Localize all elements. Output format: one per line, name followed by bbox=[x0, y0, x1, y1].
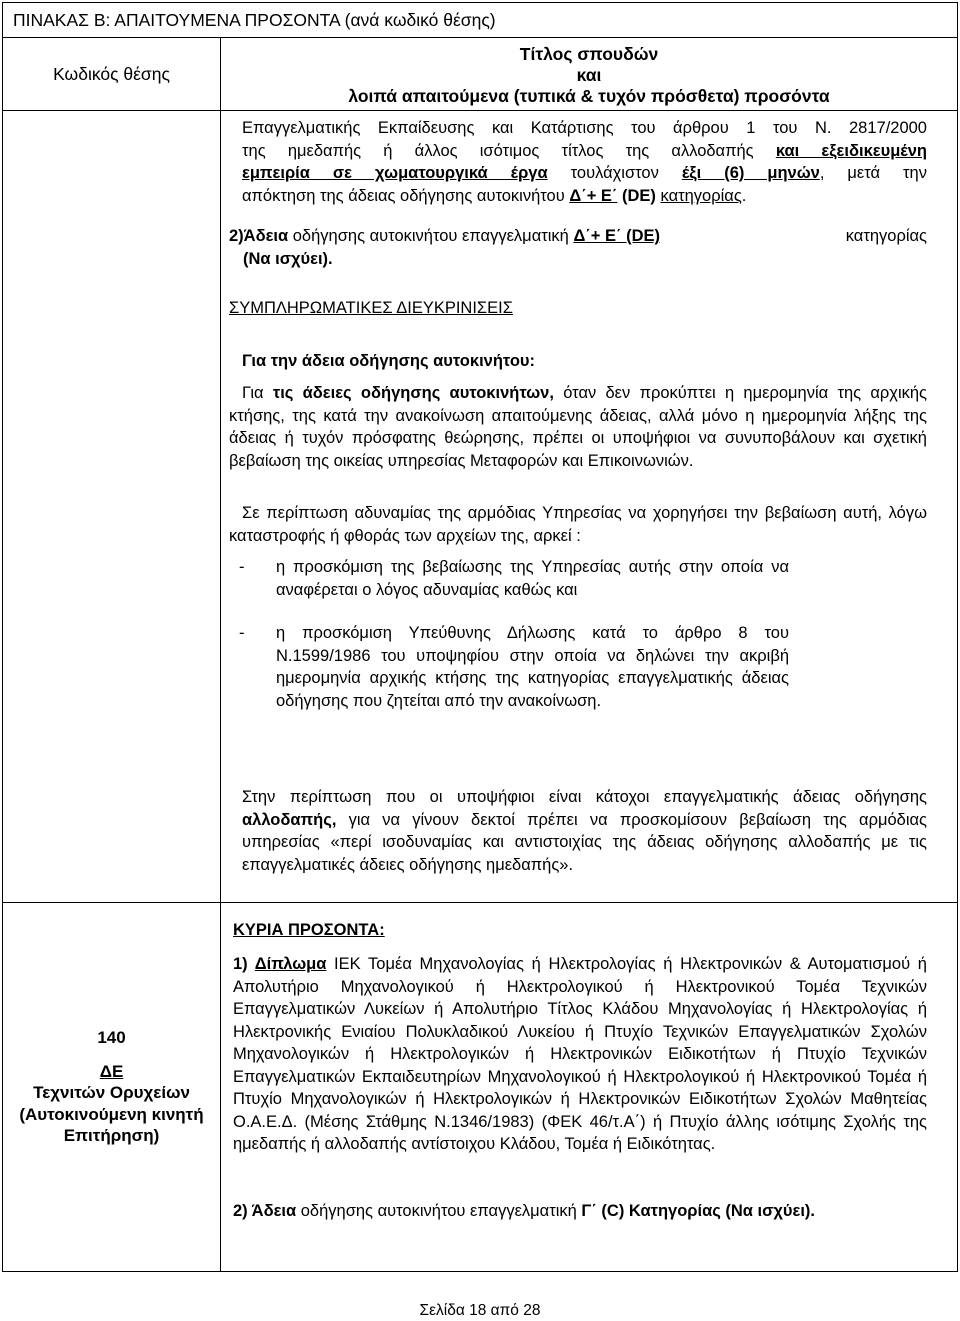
p1-l2b: και εξειδικευμένη bbox=[775, 141, 927, 160]
qualification-item-2 bbox=[233, 1200, 953, 1223]
main-qualifications-heading bbox=[233, 919, 385, 942]
license-heading: Για την άδεια οδήγησης αυτοκινήτου: bbox=[242, 352, 535, 370]
qualification-item-1 bbox=[233, 953, 927, 1156]
position-title: Τεχνιτών Ορυχείων (Αυτοκινούμενη κινητή Επιτήρηση) bbox=[19, 1083, 204, 1146]
item2-text: οδήγησης αυτοκινήτου επαγγελματική bbox=[296, 1202, 582, 1220]
p2-line1 bbox=[229, 225, 927, 248]
header-title-line1: Τίτλος σπουδών bbox=[519, 44, 659, 64]
position-abbr: ΔΕ bbox=[99, 1061, 124, 1081]
foreign-license-paragraph bbox=[242, 786, 927, 876]
continued-paragraph-2 bbox=[229, 225, 927, 270]
license-paragraph-1 bbox=[229, 382, 927, 472]
item1-text: ΙΕΚ Τομέα Μηχανολογίας ή Ηλεκτρολογίας ή Ηλεκτρονικών & Αυτοματισμού ή Απολυτήριο Μηχανολογικού ή Ηλεκτρολογικού ή Ηλεκτρονικού Τομέα Τεχνικών Επαγγελματικών Λυκείων ή Απολυτήριο Τίτλος Κλάδου Μηχανολογίας ή Ηλεκτρολογίας ή Ηλεκτρονικής Ενιαίου Πολυκλαδικού Λυκείου ή Πτυχίο Τεχνικών Επαγγελματικών Σχολών Μηχανολογικών ή Ηλεκτρολογικών ή Ηλεκτρονικών Ειδικοτήτων ή Πτυχίο Τεχνικών Επαγγελματικών Εκπαιδευτηρίων Μηχανολογικού ή Ηλεκτρολογικού ή Ηλεκτρονικού Τομέα ή Πτυχίο Μηχανολογικών ή Ηλεκτρολογικών ή Ηλεκτρονικών Ειδικοτήτων Σχολών Μαθητείας Ο.Α.Ε.Δ. (Μέσης Στάθμης Ν.1346/1983) (ΦΕΚ 46/τ.Α΄) ή Πτυχίο άλλης ισότιμης Σχολής της ημεδαπής ή αλλοδαπής αντίστοιχου Κλάδου, Τομέα ή Ειδικότητας. bbox=[233, 955, 927, 1153]
p1-line2 bbox=[242, 140, 927, 163]
header-code-column bbox=[3, 38, 221, 111]
p2-l1b: οδήγησης αυτοκινήτου επαγγελματική bbox=[288, 227, 574, 245]
p1-l4d: κατηγορίας bbox=[660, 186, 742, 205]
p1-l4a: απόκτηση της άδειας οδήγησης αυτοκινήτου bbox=[242, 186, 570, 205]
header-title-line2: και bbox=[576, 65, 602, 85]
continued-paragraph-1 bbox=[242, 117, 927, 207]
para3a: Στην περίπτωση που οι υποψήφιοι είναι κάτοχοι επαγγελματικής άδειας οδήγησης bbox=[242, 788, 927, 806]
p2-l1c: Δ΄+ Ε΄ (DE) bbox=[573, 227, 661, 245]
table-title bbox=[3, 3, 958, 38]
header-code-label: Κωδικός θέσης bbox=[53, 63, 170, 84]
requirements-table bbox=[2, 2, 958, 1272]
p2-l1a: 2)Άδεια bbox=[229, 227, 289, 245]
page-footer: Σελίδα 18 από 28 bbox=[419, 1302, 541, 1319]
item2-bold: Άδεια bbox=[251, 1202, 297, 1220]
p1-l3c: έξι (6) μηνών bbox=[681, 164, 820, 182]
supplementary-heading-text: ΣΥΜΠΛΗΡΩΜΑΤΙΚΕΣ ΔΙΕΥΚΡΙΝΙΣΕΙΣ bbox=[229, 299, 513, 317]
supplementary-heading bbox=[229, 297, 513, 320]
para3c: για να γίνουν δεκτοί πρέπει να προσκομίσουν βεβαίωση της αρμόδιας υπηρεσίας «περί ισοδυναμίας και αντιστοιχίας της άδειας οδήγησης αλλοδαπής με τις επαγγελματικές άδειες οδήγησης ημεδαπής». bbox=[242, 810, 927, 874]
position-code-cell bbox=[3, 903, 221, 1272]
header-title-column bbox=[221, 38, 958, 111]
item1-number: 1) bbox=[233, 955, 255, 973]
p2-l1d: κατηγορίας bbox=[845, 227, 927, 245]
header-title-line3: λοιπά απαιτούμενα (τυπικά & τυχόν πρόσθετα) προσόντα bbox=[348, 86, 830, 106]
para1b: τις άδειες οδήγησης αυτοκινήτων, bbox=[272, 384, 554, 402]
position-code: 140 bbox=[97, 1028, 126, 1048]
para1a: Για bbox=[242, 384, 273, 402]
bullet2-text: η προσκόμιση Υπεύθυνης Δήλωσης κατά το άρθρο 8 του Ν.1599/1986 του υποψηφίου στην οποία να δηλώνει την ακριβή ημερομηνία αρχικής κτήσης της κατηγορίας επαγγελματικής άδειας οδήγησης που ζητείται από την ανακοίνωση. bbox=[276, 624, 789, 710]
continued-content-cell bbox=[221, 111, 958, 903]
main-qualifications-heading-text: ΚΥΡΙΑ ΠΡΟΣΟΝΤΑ: bbox=[233, 921, 385, 939]
bullet1-text: η προσκόμιση της βεβαίωσης της Υπηρεσίας αυτής στην οποία να αναφέρεται ο λόγος αδυναμίας καθώς και bbox=[276, 558, 789, 599]
p1-l2a: της ημεδαπής ή άλλος ισότιμος τίτλος της αλλοδαπής bbox=[242, 141, 776, 160]
p1-line4 bbox=[242, 185, 927, 208]
p1-l4b: Δ΄+ Ε΄ bbox=[569, 186, 618, 205]
p1-l3d: , μετά την bbox=[819, 164, 927, 182]
p1-l3a: εμπειρία σε χωματουργικά έργα bbox=[242, 164, 548, 182]
bullet2-dash: - bbox=[239, 624, 245, 642]
para3b: αλλοδαπής, bbox=[242, 810, 337, 829]
license-paragraph-2: Σε περίπτωση αδυναμίας της αρμόδιας Υπηρεσίας να χορηγήσει την βεβαίωση αυτή, λόγω καταστροφής ή φθοράς των αρχείων της, αρκεί : bbox=[229, 504, 927, 545]
item2-number: 2) bbox=[233, 1202, 252, 1220]
table-title-text: ΠΙΝΑΚΑΣ Β: ΑΠΑΙΤΟΥΜΕΝΑ ΠΡΟΣΟΝΤΑ (ανά κωδικό θέσης) bbox=[13, 10, 496, 30]
bullet1-dash: - bbox=[239, 558, 245, 576]
item1-bold: Δίπλωμα bbox=[254, 955, 327, 973]
p2-line2: (Να ισχύει). bbox=[243, 249, 333, 268]
item2-category: Γ΄ (C) Κατηγορίας (Να ισχύει). bbox=[581, 1202, 815, 1220]
continued-code-cell bbox=[3, 111, 221, 903]
para1c: όταν δεν προκύπτει η ημερομηνία της αρχικής κτήσης, της κατά την ανακοίνωση απαιτούμενης άδειας, αλλά μόνο η ημερομηνία λήξης της άδειας ή τυχόν πρόσφατης θεώρησης, πρέπει οι υποψήφιοι να συνυποβάλουν και σχετική βεβαίωση της οικείας υπηρεσίας Μεταφορών και Επικοινωνιών. bbox=[229, 384, 928, 470]
position-requirements-cell bbox=[221, 903, 958, 1272]
p1-l4e: . bbox=[741, 186, 747, 205]
p1-line1: Επαγγελματικής Εκπαίδευσης και Κατάρτισης του άρθρου 1 του Ν. 2817/2000 bbox=[242, 119, 927, 137]
p1-line3 bbox=[242, 162, 927, 185]
p1-l3b: τουλάχιστον bbox=[547, 164, 682, 182]
p1-l4c: (DE) bbox=[617, 186, 661, 205]
